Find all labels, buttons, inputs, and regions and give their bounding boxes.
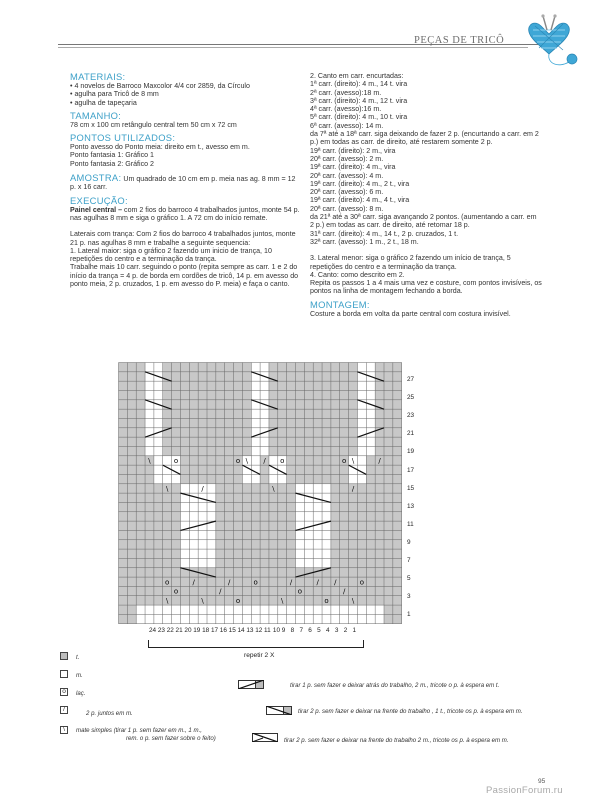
chart-column-label: 18 (202, 627, 210, 634)
corner-instruction-line: da 21ª até a 30ª carr. siga avançando 2 pontos. (aumentando a carr. em 2 p.) em todas as carr. de direito, até retomar 18 p. (310, 213, 537, 230)
section-header-title: PEÇAS DE TRICÔ (414, 35, 505, 46)
legend-purl-swatch (60, 652, 68, 660)
size-heading: TAMANHO: (70, 109, 122, 121)
chart-row-label: 23 (407, 412, 415, 420)
decrease-mark: / (289, 578, 293, 587)
decrease-mark: / (351, 485, 355, 494)
chart-column-label: 5 (317, 627, 321, 634)
legend-cable-front-purl-label: tirar 2 p. sem fazer e deixar na frente do trabalho , 1 t., tricote os p. à espera em m. (298, 708, 523, 715)
legend-cable-front-purl-icon (266, 706, 292, 715)
legend-ssk-swatch: \ (60, 726, 68, 734)
chart-column-label: 8 (290, 627, 295, 634)
chart-row-label: 21 (407, 430, 415, 438)
corner-instruction-line: 19ª carr. (direito): 4 m., 4 t., vira (310, 196, 410, 205)
chart-column-label: 7 (299, 627, 303, 634)
legend-ssk-line2: rem. o p. sem fazer sobre o feito) (126, 735, 216, 742)
chart-column-label: 20 (184, 627, 192, 634)
chart-column-label: 21 (175, 627, 183, 634)
header-rule-secondary (58, 47, 528, 48)
chart-row-label: 13 (407, 502, 415, 510)
material-item: • 4 novelos de Barroco Maxcolor 4/4 cor 2859, da Círculo (70, 82, 250, 90)
left-text-column (70, 72, 302, 288)
stitch-item: Ponto fantasia 2: Gráfico 2 (70, 159, 154, 168)
chart-column-label: 6 (308, 627, 312, 634)
knitting-chart-grid (118, 362, 403, 625)
corner-instruction-line: 6ª carr. (avesso): 14 m. (310, 121, 384, 130)
legend-k2tog-swatch: / (60, 706, 68, 714)
legend-k2tog-label: 2 p. juntos em m. (86, 710, 133, 717)
yarnover-mark: o (324, 597, 329, 606)
corner-instruction-line: 2. Canto em carr. encurtadas: (310, 72, 404, 80)
legend-yarnover-label: laç. (76, 690, 86, 697)
knitting-chart (118, 362, 403, 625)
chart-row-label: 25 (407, 394, 415, 402)
lateral-paragraph: 1. Lateral maior: siga o gráfico 2 fazendo um inicio de trança, 10 repetições do centro e a terminação da trança. (70, 246, 272, 264)
chart-row-label: 5 (407, 575, 411, 583)
yarnover-mark: o (297, 587, 303, 596)
watermark: PassionForum.ru (486, 785, 563, 796)
decrease-mark: / (263, 457, 266, 466)
corner-instruction-line: 19ª carr. (direito): 2 m., vira (310, 146, 396, 155)
chart-column-label: 19 (193, 627, 201, 634)
decrease-mark: \ (351, 457, 355, 466)
chart-row-label: 27 (407, 376, 415, 383)
legend-ssk-line1: mate simples (tirar 1 p. sem fazer em m., 1 m., (76, 727, 202, 734)
legend-knit-swatch (60, 670, 68, 678)
legend-cable-front-knit-icon (252, 733, 278, 742)
yarnover-mark: o (280, 457, 285, 466)
yarnover-mark: o (173, 587, 179, 596)
legend-cable-back-icon (238, 680, 264, 689)
legend-purl-label: t. (76, 654, 80, 661)
stitches-heading: PONTOS UTILIZADOS: (70, 132, 176, 144)
yarnover-mark: o (253, 578, 258, 587)
execution-heading: EXECUÇÃO: (70, 194, 128, 206)
chart-row-label: 1 (407, 611, 411, 619)
decrease-mark: \ (148, 457, 151, 466)
legend-knit-label: m. (76, 672, 83, 679)
yarn-heart-logo-icon (525, 14, 591, 76)
chart-column-label: 1 (352, 627, 357, 634)
chart-column-label: 23 (157, 627, 165, 634)
sample-paragraph (70, 173, 302, 192)
chart-row-label: 17 (407, 466, 415, 474)
yarnover-mark: o (359, 578, 365, 587)
decrease-mark: \ (281, 597, 284, 606)
sample-heading: AMOSTRA: (70, 172, 122, 184)
size-text: 78 cm x 100 cm retângulo central tem 50 cm x 72 cm (70, 120, 237, 129)
chart-row-label: 15 (407, 484, 415, 492)
corner-instruction-line: 5ª carr. (direito): 4 m., 10 t. vira (310, 113, 408, 122)
right-text-column (310, 72, 542, 318)
yarnover-mark: o (235, 457, 241, 466)
lateral-instruction-line: 4. Canto: como descrito em 2. (310, 270, 405, 279)
yarnover-mark: o (342, 457, 347, 466)
decrease-mark: / (342, 587, 346, 596)
chart-column-label: 4 (326, 627, 330, 634)
chart-column-label: 2 (343, 627, 348, 634)
decrease-mark: / (316, 578, 319, 587)
material-item: • agulha de tapeçaria (70, 98, 137, 107)
decrease-mark: / (334, 578, 337, 587)
chart-column-label: 14 (237, 627, 245, 634)
central-panel-text: com 2 fios do barroco 4 trabalhados juntos, monte 54 p. nas agulhas 8 mm e siga o gráfico 1. A 72 cm do início remate. (70, 205, 300, 222)
page-number: 95 (538, 778, 546, 785)
lateral-paragraph: Laterais com trança: Com 2 fios do barroco 4 trabalhados juntos, monte 21 p. nas agulhas 8 mm e trabalhe a seguinte sequencia: (70, 230, 296, 247)
corner-instruction-line: 19ª carr. (direito): 4 m., vira (310, 163, 396, 172)
yarnover-mark: o (165, 578, 170, 587)
central-panel-paragraph (70, 206, 302, 223)
chart-row-label: 11 (407, 520, 414, 528)
corner-instruction-line: 32ª carr. (avesso): 1 m., 2 t., 18 m. (310, 237, 419, 246)
chart-column-label: 16 (219, 627, 227, 634)
corner-instruction-line: 20ª carr. (avesso): 8 m. (310, 204, 384, 213)
legend-yarnover-swatch: o (60, 688, 68, 696)
sample-text: Um quadrado de 10 cm em p. meia nas ag. 8 mm = 12 p. x 16 carr. (70, 175, 296, 192)
assembly-text: Costure a borda em volta da parte central com costura invisível. (310, 309, 511, 318)
central-panel-label: Painel central – (70, 205, 123, 214)
chart-row-label: 3 (407, 593, 411, 601)
corner-instruction-line: 3ª carr. (direito): 4 m., 12 t. vira (310, 96, 408, 105)
material-item: • agulha para Tricô de 8 mm (70, 90, 159, 99)
chart-column-label: 11 (264, 627, 271, 634)
decrease-mark: \ (165, 485, 169, 494)
lateral-paragraph: Trabalhe mais 10 carr. seguindo o ponto (repita sempre as carr. 1 e 2 do início da trança = 4 p. de borda em cordões de tricô, 14 p. em avesso do ponto meia, 2 p. cruzados, 1 p. em avesso do P. meia) e faça o canto. (70, 263, 299, 289)
chart-column-label: 10 (272, 627, 280, 634)
corner-instruction-line: 20ª carr. (avesso): 6 m. (310, 188, 384, 197)
decrease-mark: \ (245, 457, 249, 466)
decrease-mark: / (227, 578, 231, 587)
yarnover-mark: o (235, 597, 241, 606)
chart-column-label: 15 (228, 627, 236, 634)
lateral-instruction-line: 3. Lateral menor: siga o gráfico 2 fazendo um início de trança, 5 repetições do centro e a terminação da trança. (310, 254, 511, 271)
corner-instruction-line: 4ª carr. (avesso):16 m. (310, 105, 382, 114)
yarnover-mark: o (173, 457, 179, 466)
corner-instruction-line: 20ª carr. (avesso): 2 m. (310, 154, 384, 163)
chart-column-label: 12 (255, 627, 263, 634)
decrease-mark: \ (201, 597, 204, 606)
decrease-mark: / (201, 485, 204, 494)
corner-instruction-line: 1ª carr. (direito): 4 m., 14 t. vira (310, 80, 408, 89)
chart-column-label: 22 (166, 627, 174, 634)
stitch-item: Ponto avesso do Ponto meia: direito em t., avesso em m. (70, 143, 250, 152)
decrease-mark: / (192, 578, 195, 587)
legend-cable-back-label: tirar 1 p. sem fazer e deixar atrás do trabalho, 2 m., tricote o p. à espera em t. (290, 682, 500, 689)
decrease-mark: / (378, 457, 381, 466)
corner-instruction-line: 20ª carr. (avesso): 4 m. (310, 171, 384, 180)
chart-column-label: 9 (281, 627, 286, 634)
legend-cable-front-knit-label: tirar 2 p. sem fazer e deixar na frente do trabalho 2 m., tricote os p. à espera em m. (284, 737, 509, 744)
chart-column-label: 3 (334, 627, 339, 634)
corner-instructions (310, 72, 542, 246)
corner-instruction-line: 31ª carr. (direito): 4 m., 14 t., 2 p. cruzados, 1 t. (310, 229, 459, 238)
chart-column-label: 24 (149, 627, 157, 634)
repeat-bracket (148, 640, 364, 648)
decrease-mark: \ (165, 597, 169, 606)
decrease-mark: / (219, 587, 222, 596)
assembly-heading: MONTAGEM: (310, 298, 370, 310)
chart-row-label: 19 (407, 448, 415, 456)
corner-instruction-line: 19ª carr. (direito): 4 m., 2 t., vira (310, 179, 410, 188)
chart-column-label: 13 (246, 627, 254, 634)
lateral-instruction-line: Repita os passos 1 a 4 mais uma vez e costure, com pontos invisíveis, os pontos na linha de montagem fechando a borda. (310, 279, 542, 296)
corner-instruction-line: da 7ª até a 18ª carr. siga deixando de fazer 2 p. (encurtando a carr. em 2 p.) em todas as carr. de direito, até restarem somente 2 p. (310, 130, 539, 147)
repeat-label: repetir 2 X (244, 652, 275, 659)
corner-instruction-line: 2ª carr. (avesso):18 m. (310, 88, 382, 97)
lateral-instructions (310, 254, 542, 295)
decrease-mark: \ (272, 485, 275, 494)
chart-row-label: 9 (407, 538, 411, 546)
chart-column-label: 17 (210, 627, 219, 634)
decrease-mark: \ (351, 597, 355, 606)
chart-row-label: 7 (407, 557, 411, 564)
stitch-item: Ponto fantasia 1: Gráfico 1 (70, 151, 154, 160)
materials-heading: MATERIAIS: (70, 71, 126, 82)
